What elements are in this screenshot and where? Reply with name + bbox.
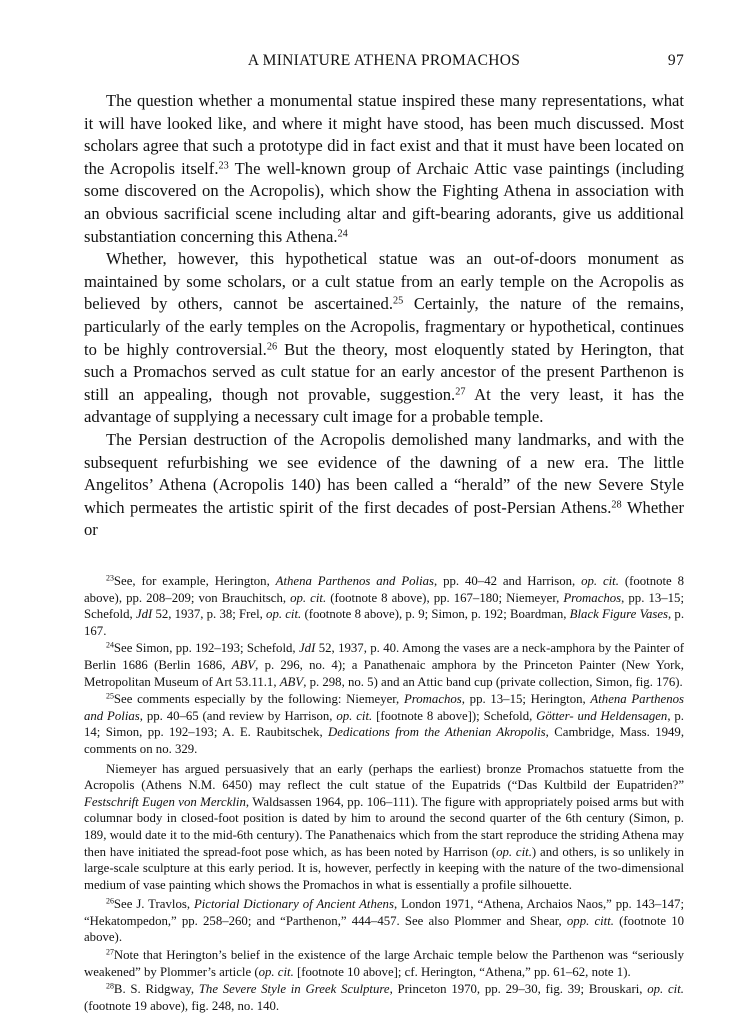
footnote-number: 25 (106, 691, 114, 701)
text-run: (footnote 10 above). (84, 913, 684, 945)
text-run: (footnote 8 above), p. 9; Simon, p. 192; Boardman, (301, 607, 570, 622)
text-run: , pp. 40–42 and Harrison, (434, 574, 582, 588)
footnote-number: 28 (106, 981, 114, 991)
text-run: , Cambridge, Mass. 1949, comments on no. 329. (84, 725, 685, 756)
italic-run: Black Figure Vases (569, 607, 669, 622)
footnote-number: 27 (106, 947, 114, 957)
text-run: , p. 298, no. 5) and an Attic band cup (private collection, Simon, fig. 176). (303, 674, 683, 689)
text-run: (footnote 19 above), fig. 248, no. 140. (84, 998, 280, 1013)
text-run: Whether, however, this hypothetical statue was an out-of-doors monument as maintained by some scholars, or a cult statue from an early temple on the Acropolis as believed by others, cannot be ascertained. (84, 249, 684, 314)
footnote-number: 24 (106, 641, 114, 651)
footnote-number: 26 (106, 896, 114, 906)
page-number: 97 (667, 52, 684, 69)
text-run: , pp. 40–65 (and review by Harrison, (139, 708, 337, 723)
italic-run: Dedications from the Athenian Akropolis (328, 725, 546, 740)
body-paragraph-2 (84, 248, 684, 429)
footnote-25-continuation (84, 761, 684, 894)
running-header (84, 52, 684, 74)
body-paragraph-1 (84, 90, 684, 248)
italic-run: Götter- und Heldensagen (536, 708, 668, 723)
text-run: The Persian destruction of the Acropolis demolished many landmarks, and with the subsequent refurbishing we see evidence of the dawning of a new era. The little Angelitos’ Athena (Acropolis 140) has been called a “herald” of the new Severe Style which permeates the artistic spirit of the first decades of post-Persian Athens. (84, 429, 684, 517)
italic-run: opp. citt. (566, 913, 614, 928)
footnote-ref-24: 24 (337, 227, 348, 239)
italic-run: Promachos (563, 590, 622, 605)
italic-run: JdI (135, 607, 153, 622)
italic-run: op. cit. (336, 708, 373, 723)
footnote-26 (84, 896, 684, 946)
footnote-ref-25: 25 (393, 295, 404, 307)
text-run: 52, 1937, p. 40. Among the vases are a neck-amphora by the Painter of Berlin 1686 (Berlin 1686, (84, 641, 684, 672)
body-paragraph-3 (84, 429, 684, 542)
italic-run: op. cit. (258, 964, 294, 979)
footnote-number: 23 (106, 573, 114, 583)
text-run: , London 1971, “Athena, Archaios Naos,” pp. 143–147; “Hekatompedon,” pp. 258–260; and “Parthenon,” 444–457. See also Plommer and Shear, (84, 897, 684, 928)
text-run: 52, 1937, p. 38; Frel, (152, 607, 267, 622)
footnote-25 (84, 691, 684, 757)
main-text (84, 90, 684, 542)
text-run: (footnote 8 above), pp. 208–209; von Brauchitsch, (84, 574, 685, 605)
italic-run: The Severe Style in Greek Sculpture (198, 982, 390, 997)
text-run: But the theory, most eloquently stated by Herington, that such a Promachos served as cult statue for an early ancestor of the present Parthenon is still an appealing, though not provable, suggestion. (84, 339, 684, 404)
text-run: , pp. 13–15; Herington, (461, 692, 591, 707)
text-run: Whether or (84, 497, 684, 540)
text-run: [footnote 10 above]; cf. Herington, “Athena,” pp. 61–62, note 1). (293, 964, 631, 979)
footnote-ref-27: 27 (455, 386, 466, 398)
italic-run: Festschrift Eugen von Mercklin (84, 794, 246, 809)
italic-run: Pictorial Dictionary of Ancient Athens (193, 897, 394, 912)
italic-run: Promachos (403, 692, 462, 707)
text-run: Certainly, the nature of the remains, particularly of the early temples on the Acropolis, fragmentary or hypothetical, continues to be highly controversial. (84, 294, 684, 359)
text-run: See J. Travlos, (113, 897, 194, 912)
text-run: See Simon, pp. 192–193; Schefold, (113, 641, 299, 656)
footnote-ref-28: 28 (611, 499, 622, 511)
text-run: The question whether a monumental statue inspired these many representations, what it will have looked like, and where it might have stood, has been much discussed. Most scholars agree that such a prototype did in fact exist and that it must have been located on the Acropolis itself. (84, 91, 684, 178)
italic-run: op. cit. (290, 590, 327, 605)
text-run: At the very least, it has the advantage of supplying a necessary cult image for a probable temple. (84, 384, 684, 427)
text-run: , Waldsassen 1964, pp. 106–111). The figure with appropriately poised arms but with columnar body in closed-foot position is dated by him to around the second quarter of the 6th century (Simon, p. 189, would date it to the mid-6th century). The Panathenaics which from the start reproduce the striding Athena may then have initiated the spread-foot pose which, as has been noted by Harrison ( (84, 794, 684, 859)
text-run: See comments especially by the following: Niemeyer, (113, 692, 404, 707)
text-run: [footnote 8 above]); Schefold, (372, 708, 537, 723)
text-run: , p. 14; Simon, pp. 192–193; A. E. Raubitschek, (84, 708, 684, 740)
footnote-28 (84, 981, 684, 1014)
footnote-ref-26: 26 (266, 340, 278, 352)
running-title: A MINIATURE ATHENA PROMACHOS (247, 52, 521, 69)
italic-run: ABV (279, 674, 304, 689)
text-run: , p. 296, no. 4); a Panathenaic amphora by the Princeton Painter (New York, Metropolitan Museum of Art 53.11.1, (84, 657, 685, 689)
italic-run: op. cit. (266, 607, 302, 622)
footnote-ref-23: 23 (218, 160, 229, 172)
italic-run: Athena Parthenos and Polias (275, 574, 435, 588)
text-run: The well-known group of Archaic Attic vase paintings (including some discovered on the Acropolis), which show the Fighting Athena in association with an obvious sacrificial scene including altar and gift-bearing adorants, give us additional substantiation concerning this Athena. (84, 158, 684, 246)
text-run: , p. 167. (84, 607, 685, 638)
footnote-23 (84, 573, 684, 639)
text-run: See, for example, Herington, (113, 574, 276, 588)
text-run: Note that Herington’s belief in the existence of the large Archaic temple below the Parthenon was “seriously weakened” by Plommer’s article ( (84, 948, 684, 979)
italic-run: op. cit. (647, 982, 684, 997)
italic-run: ABV (231, 657, 256, 672)
text-run: , Princeton 1970, pp. 29–30, fig. 39; Brouskari, (389, 982, 648, 997)
text-run: ) and others, is so unlikely in large-scale sculpture at this early period. It is, however, perfectly in keeping with the nature of the two-dimensional medium of vase painting which shows the Promachos in what is essentially a profile silhouette. (84, 844, 685, 892)
italic-run: op. cit. (581, 574, 619, 588)
text-run: Niemeyer has argued persuasively that an early (perhaps the earliest) bronze Promachos statuette from the Acropolis (Athens N.M. 6450) may reflect the cult statue of the Eupatrids (“Das Kultbild der Eupatriden?” (84, 761, 684, 793)
italic-run: op. cit. (496, 844, 532, 859)
text-run: (footnote 8 above), pp. 167–180; Niemeyer, (326, 590, 564, 605)
italic-run: Athena Parthenos and Polias (84, 692, 684, 723)
footnote-27 (84, 947, 684, 980)
footnote-24 (84, 640, 684, 690)
footnotes (84, 573, 684, 1015)
text-run: , pp. 13–15; Schefold, (84, 590, 684, 622)
text-run: B. S. Ridgway, (113, 982, 199, 997)
italic-run: JdI (298, 641, 316, 656)
